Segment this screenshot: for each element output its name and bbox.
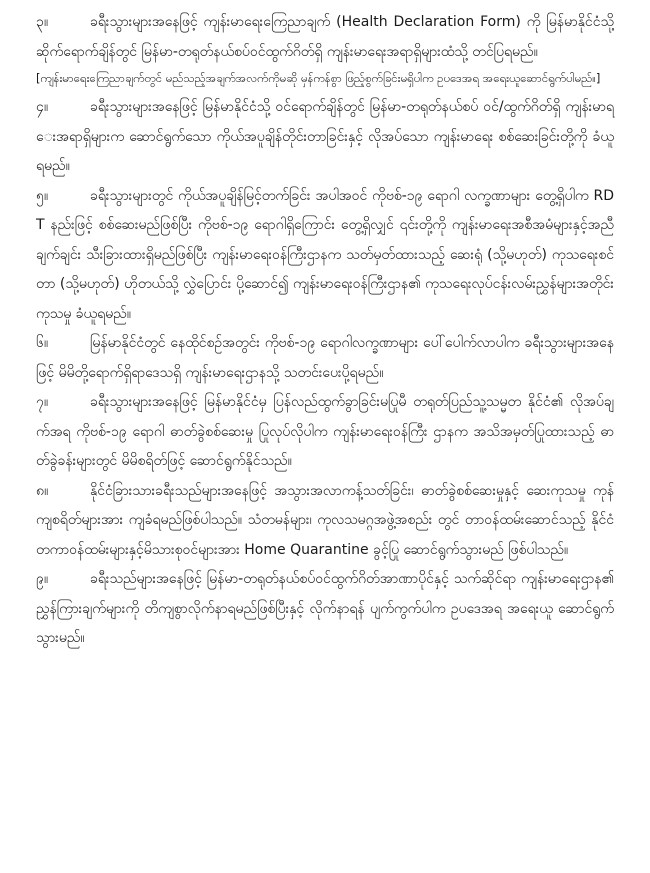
paragraph-number: ၆။: [36, 335, 49, 351]
paragraph-8: [36, 477, 614, 566]
paragraph-4: [36, 93, 614, 182]
paragraph-3: [36, 8, 614, 67]
paragraph-text: ခရီးသွားများအနေဖြင့် မြန်မာနိုင်ငံသို့ ဝင်ရောက်ချိန်တွင် မြန်မာ-တရုတ်နယ်စပ် ဝင်/ထွက်ဂိတ်ရှိ ကျန်းမာရေးအရာရှိများက ဆောင်ရွက်သော ကိုယ်အပူချိန်တိုင်းတာခြင်းနှင့် လိုအပ်သော ကျန်းမာရေး စစ်ဆေးခြင်းတို့ကို ခံယူရမည်။: [36, 99, 614, 174]
paragraph-text: ခရီးသွားများအနေဖြင့် မြန်မာနိုင်ငံမှ ပြန်လည်ထွက်ခွာခြင်းမပြုမီ တရုတ်ပြည်သူ့သမ္မတ နိုင်ငံ၏ လိုအပ်ချက်အရ ကိုဗစ်-၁၉ ရောဂါ ဓာတ်ခွဲစစ်ဆေးမှု ပြုလုပ်လိုပါက ကျန်းမာရေးဝန်ကြီး ဌာနက အသိအမှတ်ပြုထားသည့် ဓာတ်ခွဲခန်းများတွင် မိမိစရိတ်ဖြင့် ဆောင်ရွက်နိုင်သည်။: [36, 394, 614, 469]
paragraph-text: ခရီးသွားများအနေဖြင့် ကျန်းမာရေးကြေညာချက် (Health Declaration Form) ကို မြန်မာနိုင်ငံသို့ ဆိုက်ရောက်ချိန်တွင် မြန်မာ-တရုတ်နယ်စပ်ဝင်ထွက်ဂိတ်ရှိ ကျန်းမာရေးအရာရှိများထံသို့ တင်ပြရမည်။: [36, 14, 614, 60]
paragraph-text: ခရီးသည်များအနေဖြင့် မြန်မာ-တရုတ်နယ်စပ်ဝင်ထွက်ဂိတ်အာဏာပိုင်နှင့် သက်ဆိုင်ရာ ကျန်းမာရေးဌာန၏ ညွှန်ကြားချက်များကို တိကျစွာလိုက်နာရမည်ဖြစ်ပြီးနှင့် လိုက်နာရန် ပျက်ကွက်ပါက ဥပဒေအရ အရေးယူ ဆောင်ရွက်သွားမည်။: [36, 571, 614, 646]
paragraph-text: နိုင်ငံခြားသားခရီးသည်များအနေဖြင့် အသွားအလာကန့်သတ်ခြင်း၊ ဓာတ်ခွဲစစ်ဆေးမှုနှင့် ဆေးကုသမှု ကုန်ကျစရိတ်များအား ကျခံရမည်ဖြစ်ပါသည်။ သံတမန်များ၊ ကုလသမဂ္ဂအဖွဲ့အစည်း တွင် တာဝန်ထမ်းဆောင်သည့် နိုင်ငံတကာဝန်ထမ်းများနှင့်မိသားစုဝင်များအား Home Quarantine ခွင့်ပြု ဆောင်ရွက်သွားမည် ဖြစ်ပါသည်။: [36, 482, 614, 558]
paragraph-number: ၅။: [36, 187, 49, 204]
paragraph-number: ၄။: [36, 99, 49, 115]
paragraph-number: ၃။: [36, 14, 49, 30]
paragraph-text: ခရီးသွားများတွင် ကိုယ်အပူချိန်မြင့်တက်ခြင်း အပါအဝင် ကိုဗစ်-၁၉ ရောဂါ လက္ခဏာများ တွေ့ရှိပါက RDT နည်းဖြင့် စစ်ဆေးမည်ဖြစ်ပြီး ကိုဗစ်-၁၉ ရောဂါရှိကြောင်း တွေ့ရှိလျှင် ၎င်းတို့ကို ကျန်းမာရေးအစီအမံများနှင့်အညီ ချက်ချင်း သီးခြားထားရှိမည်ဖြစ်ပြီး ကျန်းမာရေးဝန်ကြီးဌာနက သတ်မှတ်ထားသည့် ဆေးရုံ (သို့မဟုတ်) ကုသရေးစင်တာ (သို့မဟုတ်) ဟိုတယ်သို့ လွှဲပြောင်း ပို့ဆောင်၍ ကျန်းမာရေးဝန်ကြီးဌာန၏ ကုသရေးလုပ်ငန်းလမ်းညွှန်များအတိုင်း ကုသမှု ခံယူရမည်။: [36, 187, 614, 322]
paragraph-5: [36, 182, 614, 330]
paragraph-number: ၇။: [36, 394, 49, 410]
bracketed-note: [36, 67, 614, 89]
paragraph-6: [36, 329, 614, 388]
paragraph-number: ၈။: [36, 482, 49, 499]
paragraph-number: ၉။: [36, 571, 49, 587]
paragraph-7: [36, 388, 614, 477]
paragraph-9: [36, 565, 614, 654]
paragraph-text: မြန်မာနိုင်ငံတွင် နေထိုင်စဉ်အတွင်း ကိုဗစ်-၁၉ ရောဂါလက္ခဏာများ ပေါ်ပေါက်လာပါက ခရီးသွားများအနေဖြင့် မိမိတို့ရောက်ရှိရာဒေသရှိ ကျန်းမာရေးဌာနသို့ သတင်းပေးပို့ရမည်။: [36, 335, 614, 381]
note-text: [ကျန်းမာရေးကြေညာချက်တွင် မည်သည့်အချက်အလက်ကိုမဆို မှန်ကန်စွာ ဖြည့်စွက်ခြင်းမရှိပါက ဥပဒေအရ အရေးယူဆောင်ရွက်ပါမည်။]: [36, 71, 601, 85]
